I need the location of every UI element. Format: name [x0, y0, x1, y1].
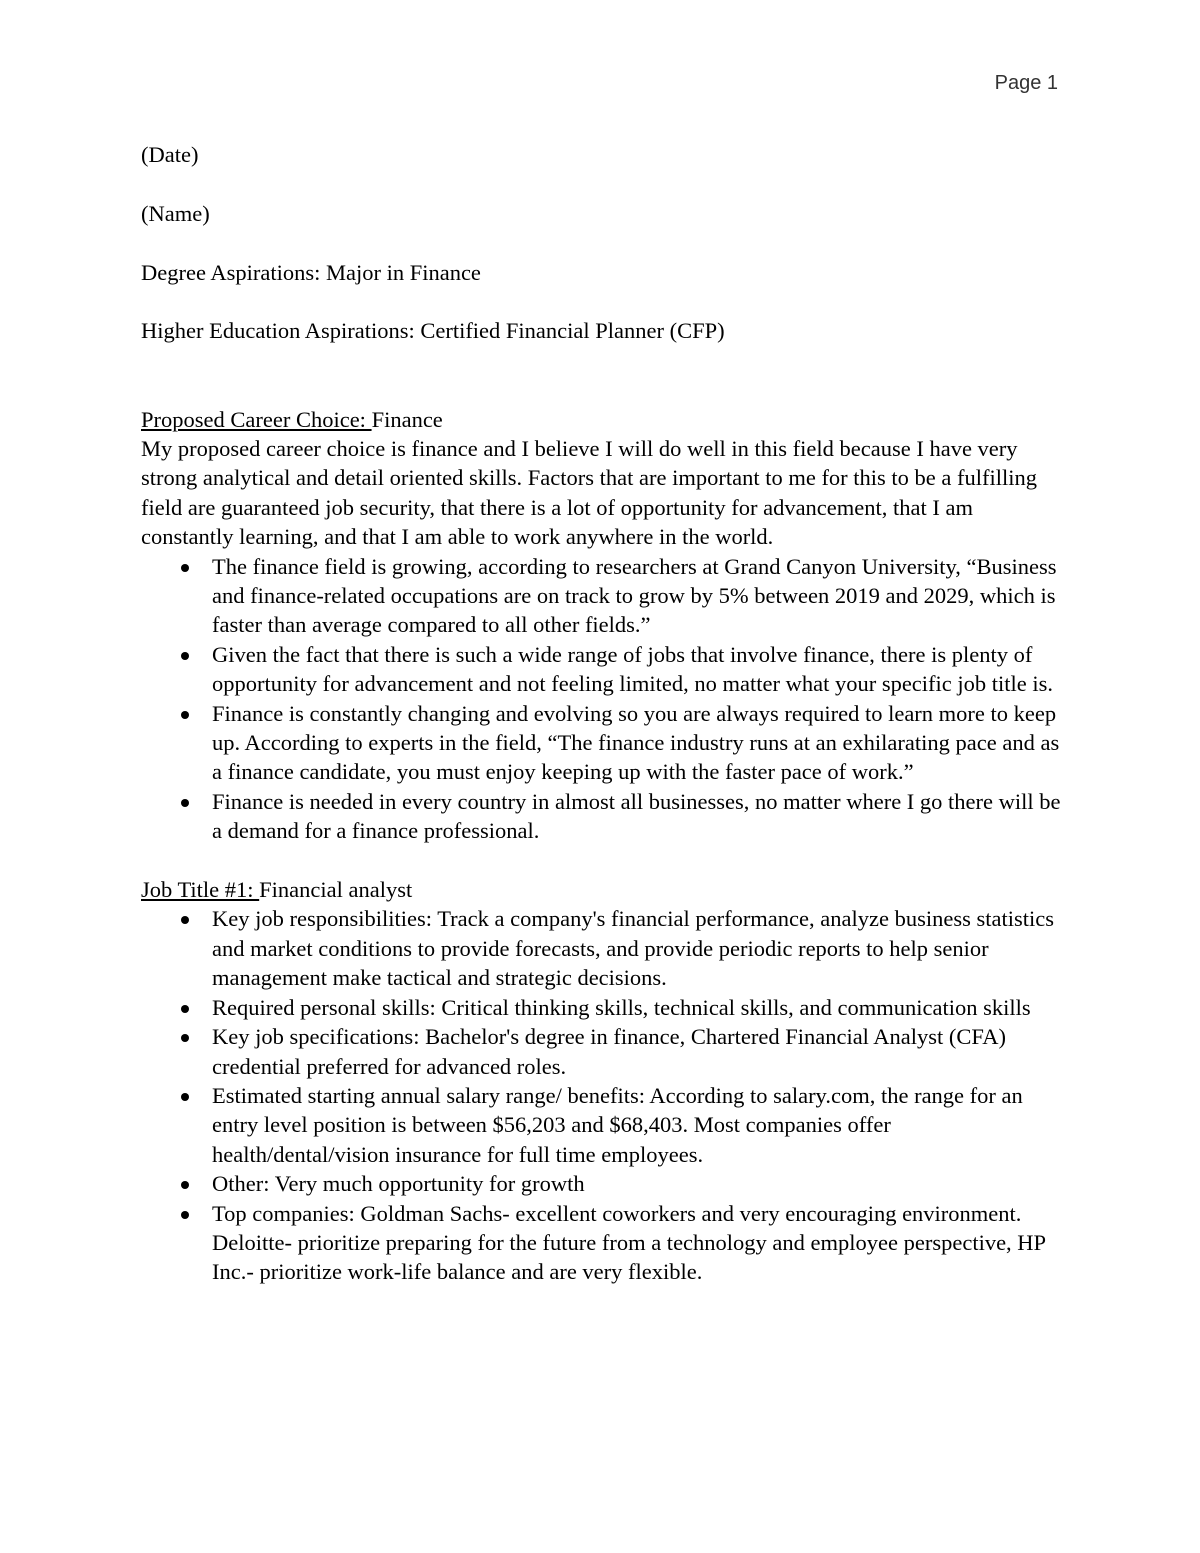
job-title-value: Financial analyst: [259, 877, 413, 903]
list-item-text: Given the fact that there is such a wide range of jobs that involve finance, there is plenty of opportunity for advancement and not feeling limited, no matter what your specific job title is.: [212, 641, 1054, 697]
bullet-icon: [181, 711, 189, 719]
date-line: (Date): [141, 142, 199, 167]
list-item: [141, 1199, 1061, 1287]
list-item: [141, 699, 1061, 787]
bullet-icon: [181, 1211, 189, 1219]
list-item-text: Estimated starting annual salary range/ benefits: According to salary.com, the range for an entry level position is between $56,203 and $68,403. Most companies offer health/dental/vision insurance for full time employees.: [212, 1082, 1023, 1167]
higher-education-aspirations: Higher Education Aspirations: Certified Financial Planner (CFP): [141, 318, 725, 344]
list-item: [141, 552, 1061, 640]
list-item: [141, 787, 1061, 846]
list-item-text: Key job responsibilities: Track a company's financial performance, analyze business statistics and market conditions to provide forecasts, and provide periodic reports to help senior management make tactical and strategic decisions.: [212, 906, 1054, 991]
list-item: [141, 1081, 1061, 1169]
bullet-icon: [181, 1034, 189, 1042]
bullet-icon: [181, 1005, 189, 1013]
career-bullet-list: [141, 552, 1061, 846]
bullet-icon: [181, 1093, 189, 1101]
list-item: [141, 1169, 1061, 1198]
bullet-icon: [181, 916, 189, 924]
spacer: [141, 375, 1061, 404]
list-item-text: Other: Very much opportunity for growth: [212, 1171, 585, 1197]
list-item: [141, 993, 1061, 1022]
list-item-text: Finance is constantly changing and evolving so you are always required to learn more to keep up. According to experts in the field, “The finance industry runs at an exhilarating pace and as a finance candidate, you must enjoy keeping up with the faster pace of work.”: [212, 700, 1060, 785]
list-item-text: The finance field is growing, according to researchers at Grand Canyon University, “Business and finance-related occupations are on track to grow by 5% between 2019 and 2029, which is faster than average compared to all other fields.”: [212, 553, 1057, 638]
list-item-text: Key job specifications: Bachelor's degree in finance, Chartered Financial Analyst (CFA) credential preferred for advanced roles.: [212, 1024, 1007, 1079]
bullet-icon: [181, 564, 189, 572]
degree-aspirations: Degree Aspirations: Major in Finance: [141, 259, 481, 285]
career-choice-label: Proposed Career Choice:: [141, 406, 372, 432]
spacer: [141, 846, 1061, 875]
page-number: Page 1: [994, 72, 1058, 94]
bullet-icon: [181, 652, 189, 660]
job-bullet-list: [141, 904, 1061, 1286]
list-item-text: Top companies: Goldman Sachs- excellent coworkers and very encouraging environment. Deloitte- prioritize preparing for the future from a technology and employee perspective, HP Inc.- prioritize work-life balance and are very flexible.: [212, 1200, 1046, 1285]
job-title-heading: [141, 875, 1061, 904]
list-item: [141, 1022, 1061, 1081]
career-choice-paragraph: My proposed career choice is finance and I believe I will do well in this field because I have very strong analytical and detail oriented skills. Factors that are important to me for this to be a fulfilling field are guaranteed job security, that there is a lot of opportunity for advancement, that I am constantly learning, and that I am able to work anywhere in the world.: [141, 435, 1038, 550]
list-item: [141, 640, 1061, 699]
bullet-icon: [181, 799, 189, 807]
job-title-label: Job Title #1:: [141, 877, 260, 903]
list-item-text: Required personal skills: Critical thinking skills, technical skills, and communication skills: [212, 994, 1031, 1020]
list-item: [141, 904, 1061, 992]
career-choice-heading: [141, 405, 1061, 434]
name-line: (Name): [141, 200, 210, 226]
list-item-text: Finance is needed in every country in almost all businesses, no matter where I go there will be a demand for a finance professional.: [212, 788, 1061, 844]
document-body: [141, 140, 1061, 1287]
bullet-icon: [181, 1181, 189, 1189]
career-choice-value: Finance: [371, 406, 443, 432]
